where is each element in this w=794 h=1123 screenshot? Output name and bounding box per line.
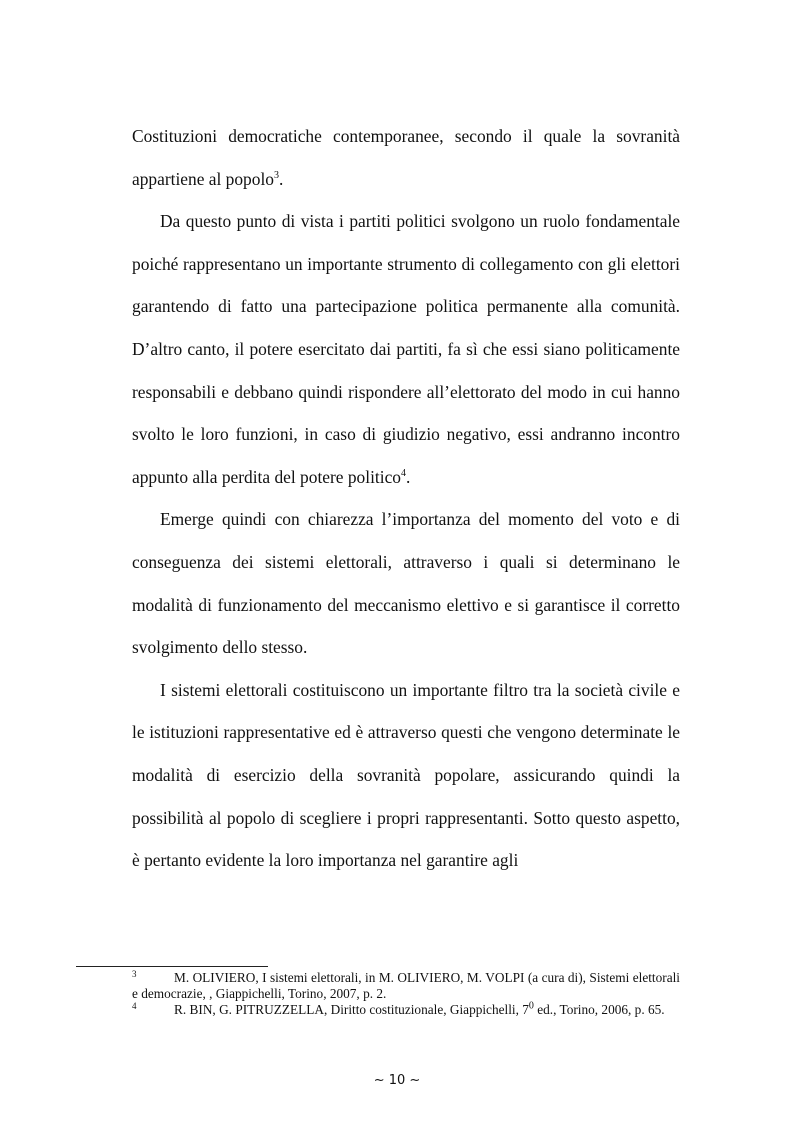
footnotes: [132, 970, 680, 1019]
footnote-4: 4 R. BIN, G. PITRUZZELLA, Diritto costituzionale, Giappichelli, $7^0$ ed., Torino, 2006, p. 65.: [132, 1000, 665, 1018]
page-number: ~ 10 ~: [373, 1073, 421, 1088]
footnote-ref-3[interactable]: 3: [273, 169, 279, 181]
footnote-separator: [76, 966, 268, 967]
paragraph-3: Emerge quindi con chiarezza l’importanza del momento del voto e di conseguenza dei sistemi elettorali, attraverso i quali si determinano le modalità di funzionamento del meccanismo elettivo e si garantisce il corretto svolgimento dello stesso.: [132, 509, 680, 658]
footnote-3: 3 M. OLIVIERO, I sistemi elettorali, in M. OLIVIERO, M. VOLPI (a cura di), Sistemi elettorali e democrazie, , Giappichelli, Torino, 2007, p. 2.: [132, 968, 680, 1002]
footnote-ref-4[interactable]: 4: [400, 467, 406, 479]
body-text: [132, 115, 680, 882]
paragraph-1: Costituzioni democratiche contemporanee, secondo il quale la sovranità appartiene al popolo$^3$.: [132, 126, 680, 189]
paragraph-4: I sistemi elettorali costituiscono un importante filtro tra la società civile e le istituzioni rappresentative ed è attraverso questi che vengono determinate le modalità di esercizio della sovranità popolare, assicurando quindi la possibilità al popolo di scegliere i propri rappresentanti. Sotto questo aspetto, è pertanto evidente la loro importanza nel garantire agli: [132, 679, 680, 871]
edition-superscript: 0: [528, 1000, 534, 1012]
paragraph-2: Da questo punto di vista i partiti politici svolgono un ruolo fondamentale poiché rappresentano un importante strumento di collegamento con gli elettori garantendo di fatto una partecipazione politica permanente alla comunità. D’altro canto, il potere esercitato dai partiti, fa sì che essi siano politicamente responsabili e debbano quindi rispondere all’elettorato del modo in cui hanno svolto le loro funzioni, in caso di giudizio negativo, essi andranno incontro appunto alla perdita del potere politico$^4$.: [132, 211, 680, 487]
